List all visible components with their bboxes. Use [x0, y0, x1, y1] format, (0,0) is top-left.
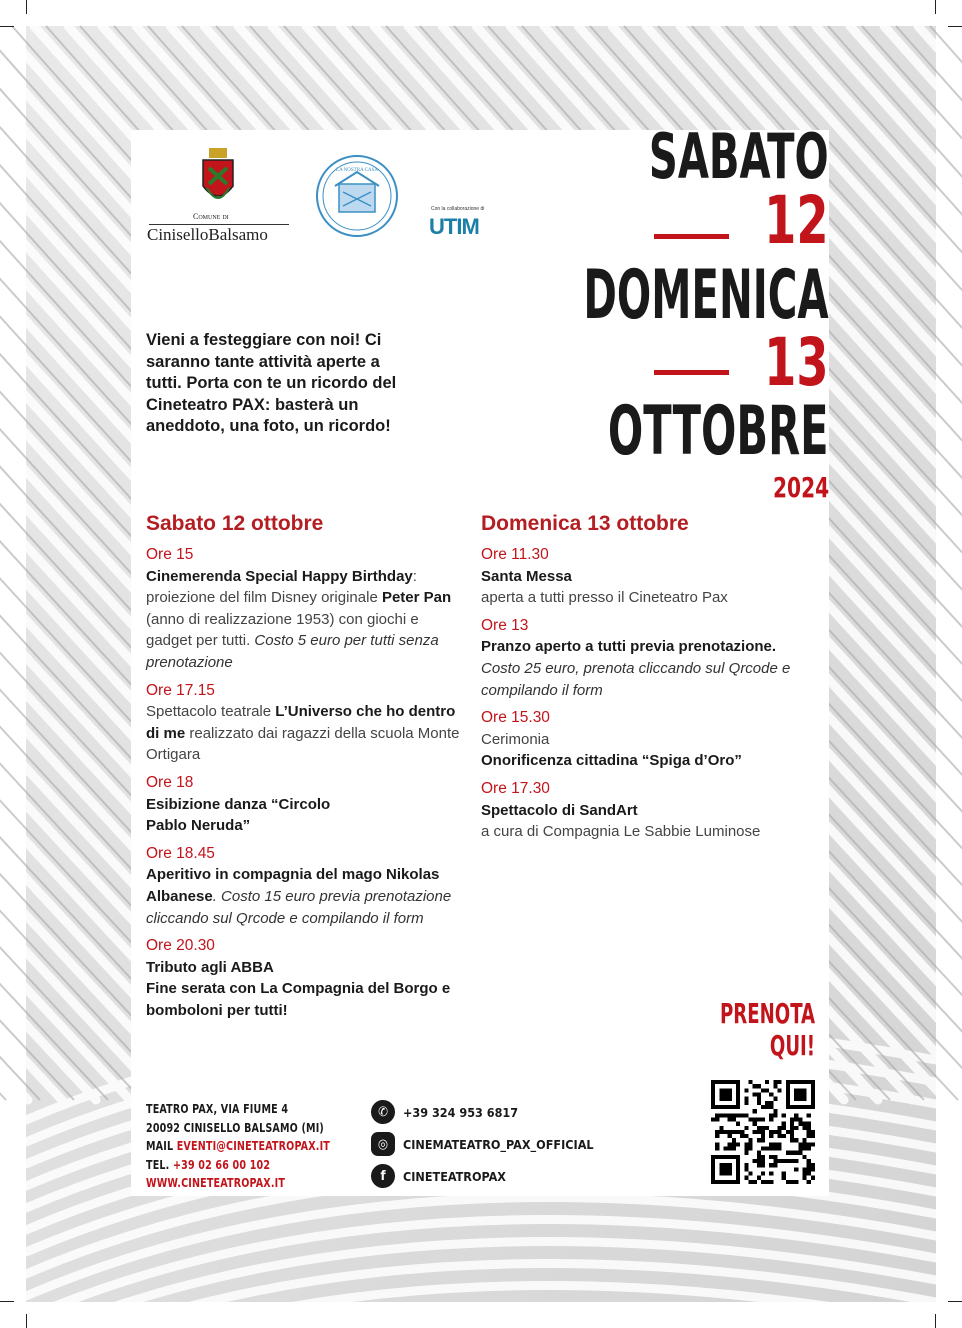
- event-item: [481, 707, 821, 772]
- title-ottobre: OTTOBRE: [608, 392, 829, 471]
- intro-text: Vieni a festeggiare con noi! Ci saranno tante attività aperte a tutti. Porta con te un ricordo del Cineteatro PAX: basterà un aneddoto, una foto, un ricordo!: [146, 331, 397, 436]
- address-line: 20092 CINISELLO BALSAMO (MI): [146, 1119, 324, 1135]
- title-year: 2024: [772, 471, 829, 504]
- comune-label: Comune di: [193, 212, 229, 221]
- prenota-line: PRENOTA: [719, 997, 815, 1030]
- crop-mark: [935, 1314, 936, 1328]
- event-item: [146, 843, 466, 929]
- event-title: Santa Messa: [481, 567, 572, 585]
- event-time: Ore 17.15: [146, 681, 215, 699]
- event-text: realizzato dai ragazzi della scuola Monte Ortigara: [146, 724, 460, 764]
- prenota-callout: [720, 998, 815, 1062]
- mail-link[interactable]: EVENTI@CINETEATROPAX.IT: [176, 1138, 330, 1153]
- event-text: : proiezione del film Disney originale: [146, 567, 417, 607]
- tel-label: TEL.: [146, 1156, 173, 1172]
- event-title: L’Universo che ho dentro di me: [146, 703, 456, 742]
- crop-mark: [26, 0, 27, 14]
- event-time: Ore 15.30: [481, 709, 550, 727]
- red-dash-13: [654, 370, 729, 375]
- event-title: Tributo agli ABBA: [146, 958, 274, 976]
- event-item: [481, 544, 821, 609]
- saturday-title: Sabato 12 ottobre: [146, 512, 324, 535]
- facebook-icon: f: [371, 1164, 395, 1188]
- event-title: Cinemerenda Special Happy Birthday: [146, 567, 413, 585]
- seal-text: LA NOSTRA CASA: [336, 168, 378, 173]
- event-time: Ore 20.30: [146, 937, 215, 955]
- crop-mark: [948, 1301, 962, 1302]
- crop-mark: [0, 26, 14, 27]
- footer-address: [146, 1100, 330, 1193]
- event-note: . Costo 15 euro previa prenotazione cliccando sul Qrcode e compilando il form: [146, 887, 452, 927]
- comune-name: CiniselloBalsamo: [147, 225, 268, 244]
- title-num-13: 13: [764, 324, 829, 401]
- sunday-title: Domenica 13 ottobre: [481, 512, 689, 535]
- title-num-12: 12: [764, 182, 829, 259]
- crop-mark: [935, 0, 936, 14]
- address-line: TEATRO PAX, VIA FIUME 4: [146, 1101, 289, 1116]
- instagram-handle: CINEMATEATRO_PAX_OFFICIAL: [403, 1136, 594, 1152]
- event-text: (anno di realizzazione 1953) con giochi e gadget per tutti.: [146, 610, 419, 650]
- event-time: Ore 18: [146, 773, 194, 791]
- sunday-column: [481, 512, 821, 849]
- mail-line: [146, 1137, 330, 1156]
- event-time: Ore 18.45: [146, 844, 215, 862]
- event-time: Ore 13: [481, 616, 529, 634]
- event-title: Aperitivo in compagnia del mago Nikolas Albanese: [146, 866, 440, 905]
- event-time: Ore 15: [146, 546, 194, 563]
- event-text: Spettacolo teatrale: [146, 703, 276, 721]
- whatsapp-contact[interactable]: [371, 1100, 518, 1124]
- whatsapp-number: +39 324 953 6817: [403, 1104, 519, 1120]
- event-title: Fine serata con La Compagnia del Borgo e bomboloni per tutti!: [146, 980, 451, 1019]
- instagram-icon: ◎: [371, 1132, 395, 1156]
- event-item: [146, 544, 466, 674]
- event-item: [146, 935, 466, 1021]
- event-item: [481, 615, 801, 701]
- event-film: Peter Pan: [381, 589, 452, 607]
- crop-mark: [26, 1314, 27, 1328]
- event-item: [146, 680, 466, 766]
- facebook-contact[interactable]: [371, 1164, 506, 1188]
- event-note: Costo 25 euro, prenota cliccando sul Qrcode e compilando il form: [481, 659, 791, 699]
- event-time: Ore 11.30: [481, 546, 549, 563]
- website-link[interactable]: WWW.CINETEATROPAX.IT: [146, 1175, 286, 1190]
- event-time: Ore 17.30: [481, 779, 550, 797]
- prenota-line: QUI!: [769, 1029, 815, 1062]
- whatsapp-icon: ✆: [371, 1100, 395, 1124]
- event-text: a cura di Compagnia Le Sabbie Luminose: [481, 823, 761, 841]
- instagram-contact[interactable]: [371, 1132, 594, 1156]
- event-title: Spettacolo di SandArt: [481, 801, 638, 819]
- event-text: aperta a tutti presso il Cineteatro Pax: [481, 589, 728, 607]
- event-text: Cerimonia: [481, 730, 550, 748]
- event-title: Onorificenza cittadina “Spiga d’Oro”: [481, 752, 742, 770]
- comune-crest-icon: [199, 148, 237, 210]
- event-item: [481, 778, 821, 843]
- la-nostra-casa-seal-icon: [315, 154, 399, 238]
- mail-label: MAIL: [146, 1138, 177, 1153]
- tel-line: [146, 1156, 330, 1175]
- event-title: Esibizione danza “Circolo Pablo Neruda”: [146, 795, 331, 835]
- tel-link[interactable]: +39 02 66 00 102: [172, 1156, 271, 1172]
- event-item: [146, 772, 346, 837]
- title-sabato: SABATO: [649, 120, 829, 193]
- utim-caption: Con la collaborazione di: [431, 206, 485, 212]
- facebook-handle: CINETEATROPAX: [403, 1168, 506, 1184]
- crop-mark: [948, 26, 962, 27]
- crop-mark: [0, 1301, 14, 1302]
- saturday-column: [146, 512, 466, 1027]
- content-panel: [131, 120, 829, 1196]
- utim-logo: UTIM: [429, 214, 479, 239]
- title-domenica: DOMENICA: [583, 256, 829, 335]
- qr-code[interactable]: [711, 1080, 815, 1184]
- event-title: Pranzo aperto a tutti previa prenotazione.: [481, 638, 777, 656]
- event-note: Costo 5 euro per tutti senza prenotazione: [146, 632, 439, 671]
- red-dash-12: [654, 234, 729, 239]
